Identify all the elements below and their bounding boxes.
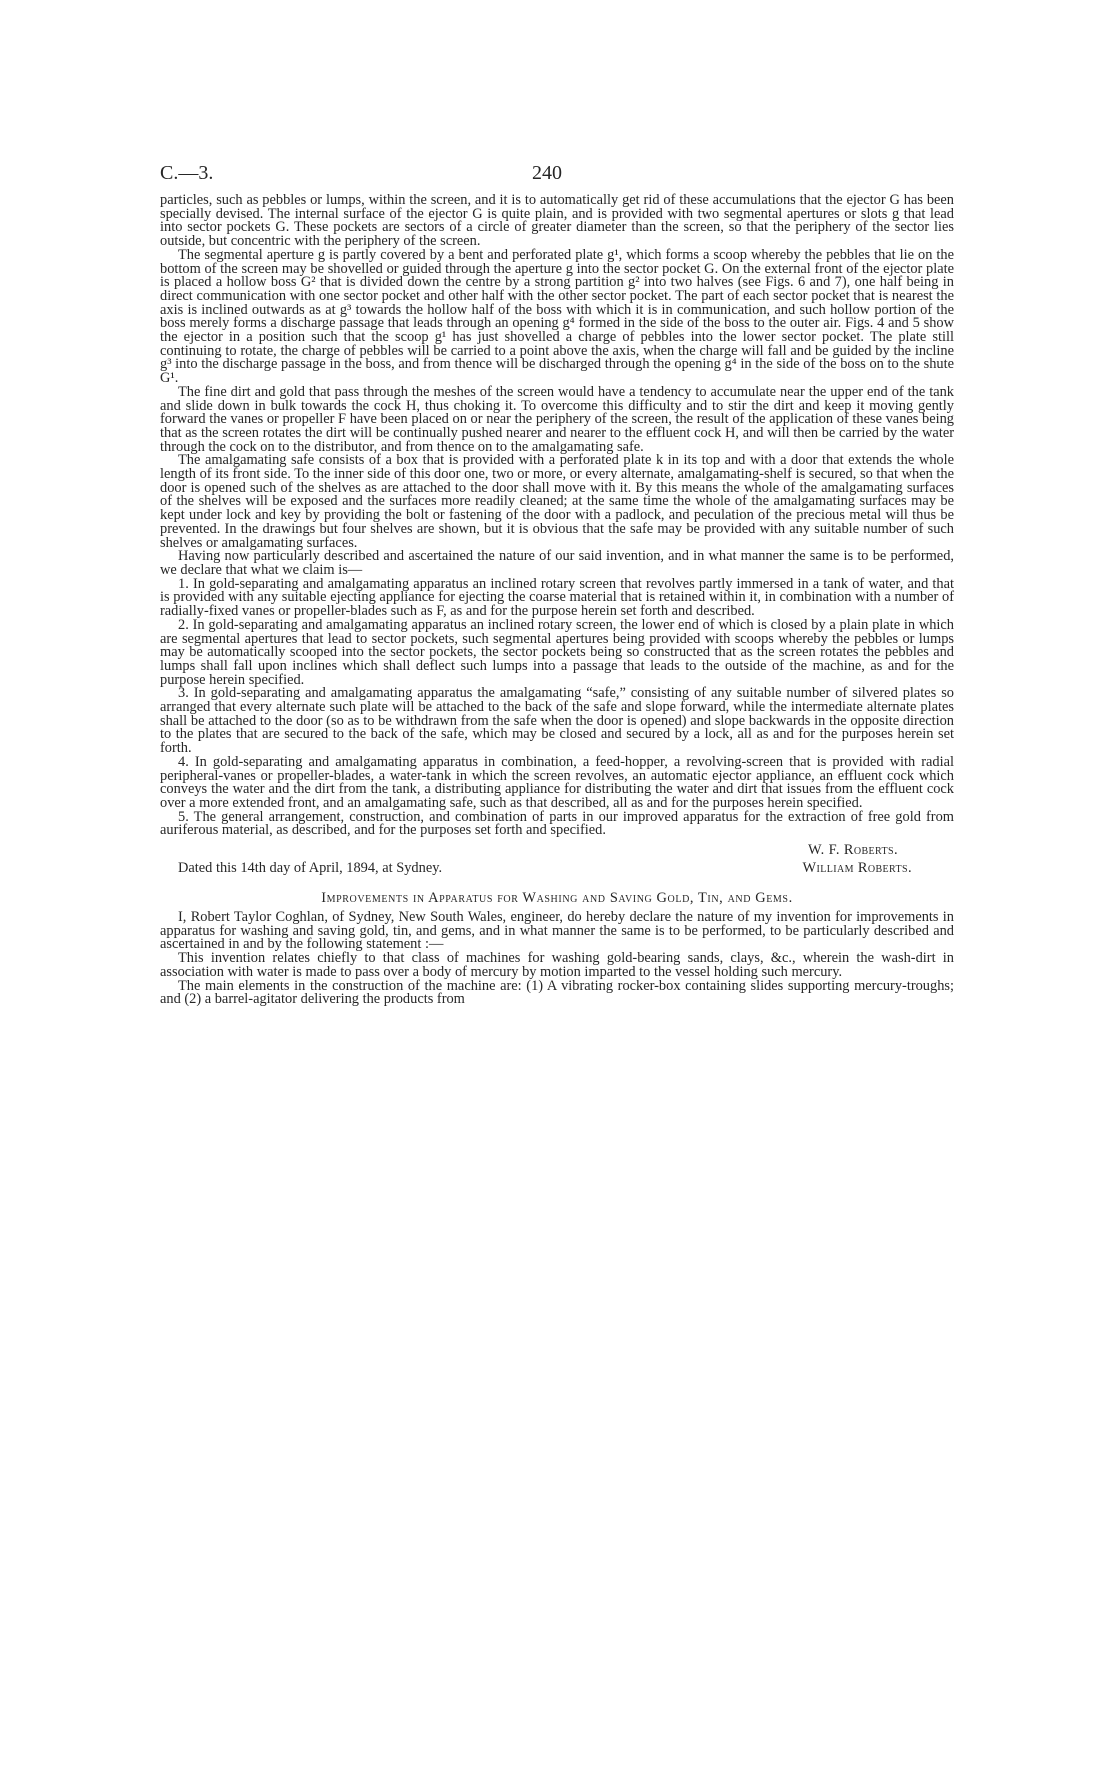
claim-paragraph: 3. In gold-separating and amalgamating apparatus the amalgamating “safe,” consisting of any suitable number of silvered plates so arranged that every alternate such plate will be attached to the back of the safe and slope forward, while the intermediate alternate plates shall be attached to the door (so as to be withdrawn from the safe when the door is opened) and slope backwards in the opposite direction to the plates that are secured to the back of the safe, which may be closed and secured by a lock, all as and for the purposes herein set forth. [160,685,954,757]
paragraph: Having now particularly described and ascertained the nature of our said invention, and in what manner the same is to be performed, we declare that what we claim is— [160,548,954,578]
paragraph: This invention relates chiefly to that class of machines for washing gold-bearing sands, clays, &c., wherein the wash-dirt in association with water is made to pass over a body of mercury by motion imparted to the vessel holding such mercury. [160,950,954,980]
dated-line: Dated this 14th day of April, 1894, at Sydney. [178,860,443,877]
section-heading: Improvements in Apparatus for Washing and Saving Gold, Tin, and Gems. [321,890,793,907]
paragraph: I, Robert Taylor Coghlan, of Sydney, New South Wales, engineer, do hereby declare the nature of my invention for improvements in apparatus for washing and saving gold, tin, and gems, and in what manner the same is to be performed, to be particularly described and ascertained in and by the following statement :— [160,909,954,953]
paragraph: The amalgamating safe consists of a box that is provided with a perforated plate k in its top and with a door that extends the whole length of its front side. To the inner side of this door one, two or more, or every alternate, amalgamating-shelf is secured, so that when the door is opened such of the shelves as are attached to the door shall move with it. By this means the whole of the amalgamating surfaces of the shelves will be exposed and the surfaces more readily cleaned; at the same time the whole of the amalgamating surfaces may be kept under lock and key by providing the bolt or fastening of the door with a padlock, and peculation of the precious metal will thus be prevented. In the drawings but four shelves are shown, but it is obvious that the safe may be provided with any suitable number of such shelves or amalgamating surfaces. [160,452,954,551]
signature-block [160,840,954,882]
document-page [160,162,954,1007]
claim-paragraph: 1. In gold-separating and amalgamating apparatus an inclined rotary screen that revolves partly immersed in a tank of water, and that is provided with any suitable ejecting appliance for ejecting the coarse material that is retained within it, in combination with a number of radially-fixed vanes or propeller-blades such as F, as and for the purpose herein set forth and described. [160,575,954,620]
paragraph: The segmental aperture g is partly covered by a bent and perforated plate g¹, which forms a scoop whereby the pebbles that lie on the bottom of the screen may be shovelled or guided through the aperture g into the sector pocket G. On the external front of the ejector plate is placed a hollow boss G² that is divided down the centre by a strong partition g² into two halves (see Figs. 6 and 7), one half being in direct communication with one sector pocket and other half with the other sector pocket. The part of each sector pocket that is nearest the axis is inclined outwards as at g³ towards the hollow half of the boss with which it is in communication, and such hollow portion of the boss merely forms a discharge passage that leads through an opening g⁴ formed in the side of the boss to the outer air. Figs. 4 and 5 show the ejector in a position such that the scoop g¹ has just shovelled a charge of pebbles into the lower sector pocket. The plate still continuing to rotate, the charge of pebbles will be carried to a point above the axis, when the charge will fall and be guided by the incline g³ into the discharge passage in the boss, and from thence will be discharged through the opening g⁴ in the side of the boss on to the shute G¹. [160,246,954,387]
page-header [160,162,954,186]
page-number: 240 [532,162,562,184]
paragraph: The fine dirt and gold that pass through the meshes of the screen would have a tendency to accumulate near the upper end of the tank and slide down in bulk towards the cock H, thus choking it. To overcome this difficulty and to stir the dirt and keep it moving gently forward the vanes or propeller F have been placed on or near the periphery of the screen, the result of the application of these vanes being that as the screen rotates the dirt will be continually pushed nearer and nearer to the effluent cock H, and will then be carried by the water through the cock on to the distributor, and from thence on to the amalgamating safe. [160,383,954,455]
signature-name-1: W. F. Roberts. [807,842,898,859]
claim-paragraph: 4. In gold-separating and amalgamating apparatus in combination, a feed-hopper, a revolving-screen that is provided with radial peripheral-vanes or propeller-blades, a water-tank in which the screen revolves, an automatic ejector appliance, an effluent cock which conveys the water and the dirt from the tank, a distributing appliance for distributing the water and dirt that issues from the effluent cock over a more extended front, and an amalgamating safe, such as that described, all as and for the purposes herein specified. [160,753,954,811]
body-text-part1 [160,194,954,838]
paragraph: The main elements in the construction of the machine are: (1) A vibrating rocker-box containing slides supporting mercury-troughs; and (2) a barrel-agitator delivering the products from [160,977,954,1008]
document-reference: C.—3. [160,162,214,184]
claim-paragraph: 5. The general arrangement, construction, and combination of parts in our improved apparatus for the extraction of free gold from auriferous material, as described, and for the purposes set forth and specified. [160,808,954,839]
claim-paragraph: 2. In gold-separating and amalgamating apparatus an inclined rotary screen, the lower end of which is closed by a plain plate in which are segmental apertures that lead to sector pockets, such segmental apertures being provided with scoops whereby the pebbles or lumps may be automatically scooped into the sector pockets, the sector pockets being so constructed that as the screen rotates the pebbles and lumps shall fall upon inclines which shall deflect such lumps into a passage that leads to the outside of the machine, as and for the purpose herein specified. [160,616,954,688]
paragraph: particles, such as pebbles or lumps, within the screen, and it is to automatically get rid of these accumulations that the ejector G has been specially devised. The internal surface of the ejector G is quite plain, and is provided with two segmental apertures or slots g that lead into sector pockets G. These pockets are sectors of a circle of greater diameter than the screen, so that the periphery of the sector lies outside, but concentric with the periphery of the screen. [160,192,954,250]
signature-name-2: William Roberts. [802,860,912,877]
body-text-part2 [160,911,954,1007]
